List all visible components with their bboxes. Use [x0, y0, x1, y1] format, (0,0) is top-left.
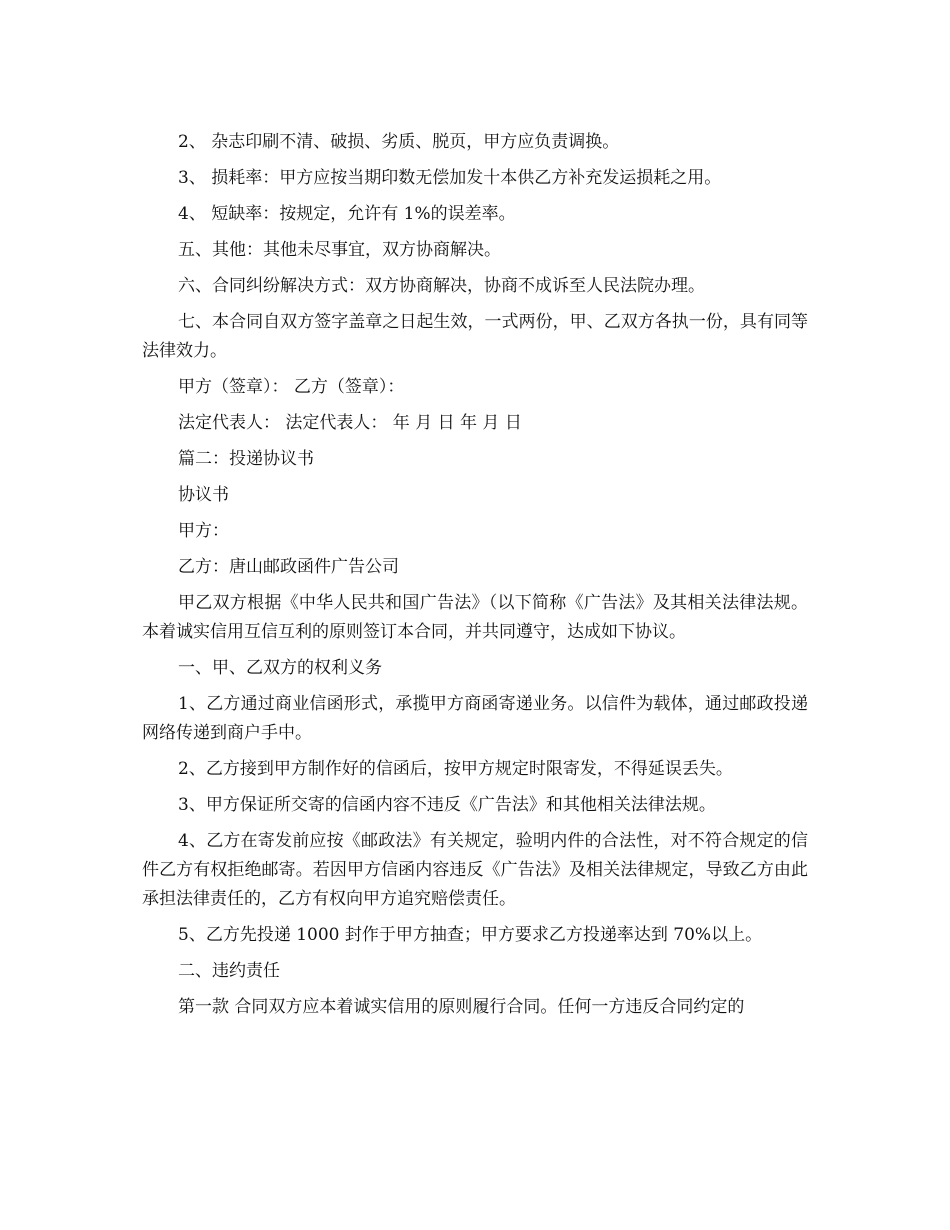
party-b-line: 乙方：唐山邮政函件广告公司 [178, 557, 399, 577]
clause-4-legality-check: 4、乙方在寄发前应按《邮政法》有关规定，验明内件的合法性，对不符合规定的信件乙方有权拒绝邮寄。若因甲方信函内容违反《广告法》及相关法律规定，导致乙方由此承担法律责任的，乙方有权向甲方追究赔偿责任。 [142, 831, 808, 909]
agreement-title: 协议书 [178, 485, 229, 505]
clause-shortage-rate: 4、 短缺率：按规定，允许有 1%的误差率。 [178, 204, 516, 224]
clause-2-mailing-deadline: 2、乙方接到甲方制作好的信函后，按甲方规定时限寄发，不得延误丢失。 [178, 759, 733, 779]
clause-magazine-quality: 2、 杂志印刷不清、破损、劣质、脱页，甲方应负责调换。 [178, 132, 620, 152]
section-rights-obligations: 一、甲、乙双方的权利义务 [178, 658, 382, 678]
clause-5-delivery-rate: 5、乙方先投递 1000 封作于甲方抽查；甲方要求乙方投递率达到 70%以上。 [178, 925, 763, 945]
section-breach-liability: 二、违约责任 [178, 961, 280, 981]
clause-effective-date: 七、本合同自双方签字盖章之日起生效，一式两份，甲、乙双方各执一份，具有同等法律效力。 [142, 312, 808, 361]
clause-loss-rate: 3、 损耗率：甲方应按当期印数无偿加发十本供乙方补充发运损耗之用。 [178, 168, 722, 188]
section-heading-part-two: 篇二：投递协议书 [178, 449, 314, 469]
preamble-paragraph: 甲乙双方根据《中华人民共和国广告法》（以下简称《广告法》及其相关法律法规。本着诚实信用互信互利的原则签订本合同，并共同遵守，达成如下协议。 [142, 593, 808, 642]
clause-other-matters: 五、其他：其他未尽事宜，双方协商解决。 [178, 240, 501, 260]
clause-1-business-letters: 1、乙方通过商业信函形式，承揽甲方商函寄递业务。以信件为载体，通过邮政投递网络传递到商户手中。 [142, 694, 808, 743]
legal-representative-line: 法定代表人： 法定代表人： 年 月 日 年 月 日 [178, 413, 522, 433]
document-body [142, 128, 808, 1029]
clause-3-content-compliance: 3、甲方保证所交寄的信函内容不违反《广告法》和其他相关法律法规。 [178, 795, 716, 815]
article-one-good-faith: 第一款 合同双方应本着诚实信用的原则履行合同。任何一方违反合同约定的 [178, 997, 745, 1017]
clause-dispute-resolution: 六、合同纠纷解决方式：双方协商解决，协商不成诉至人民法院办理。 [178, 276, 705, 296]
signature-line: 甲方（签章）： 乙方（签章）： [178, 377, 405, 397]
party-a-line: 甲方： [178, 521, 229, 541]
